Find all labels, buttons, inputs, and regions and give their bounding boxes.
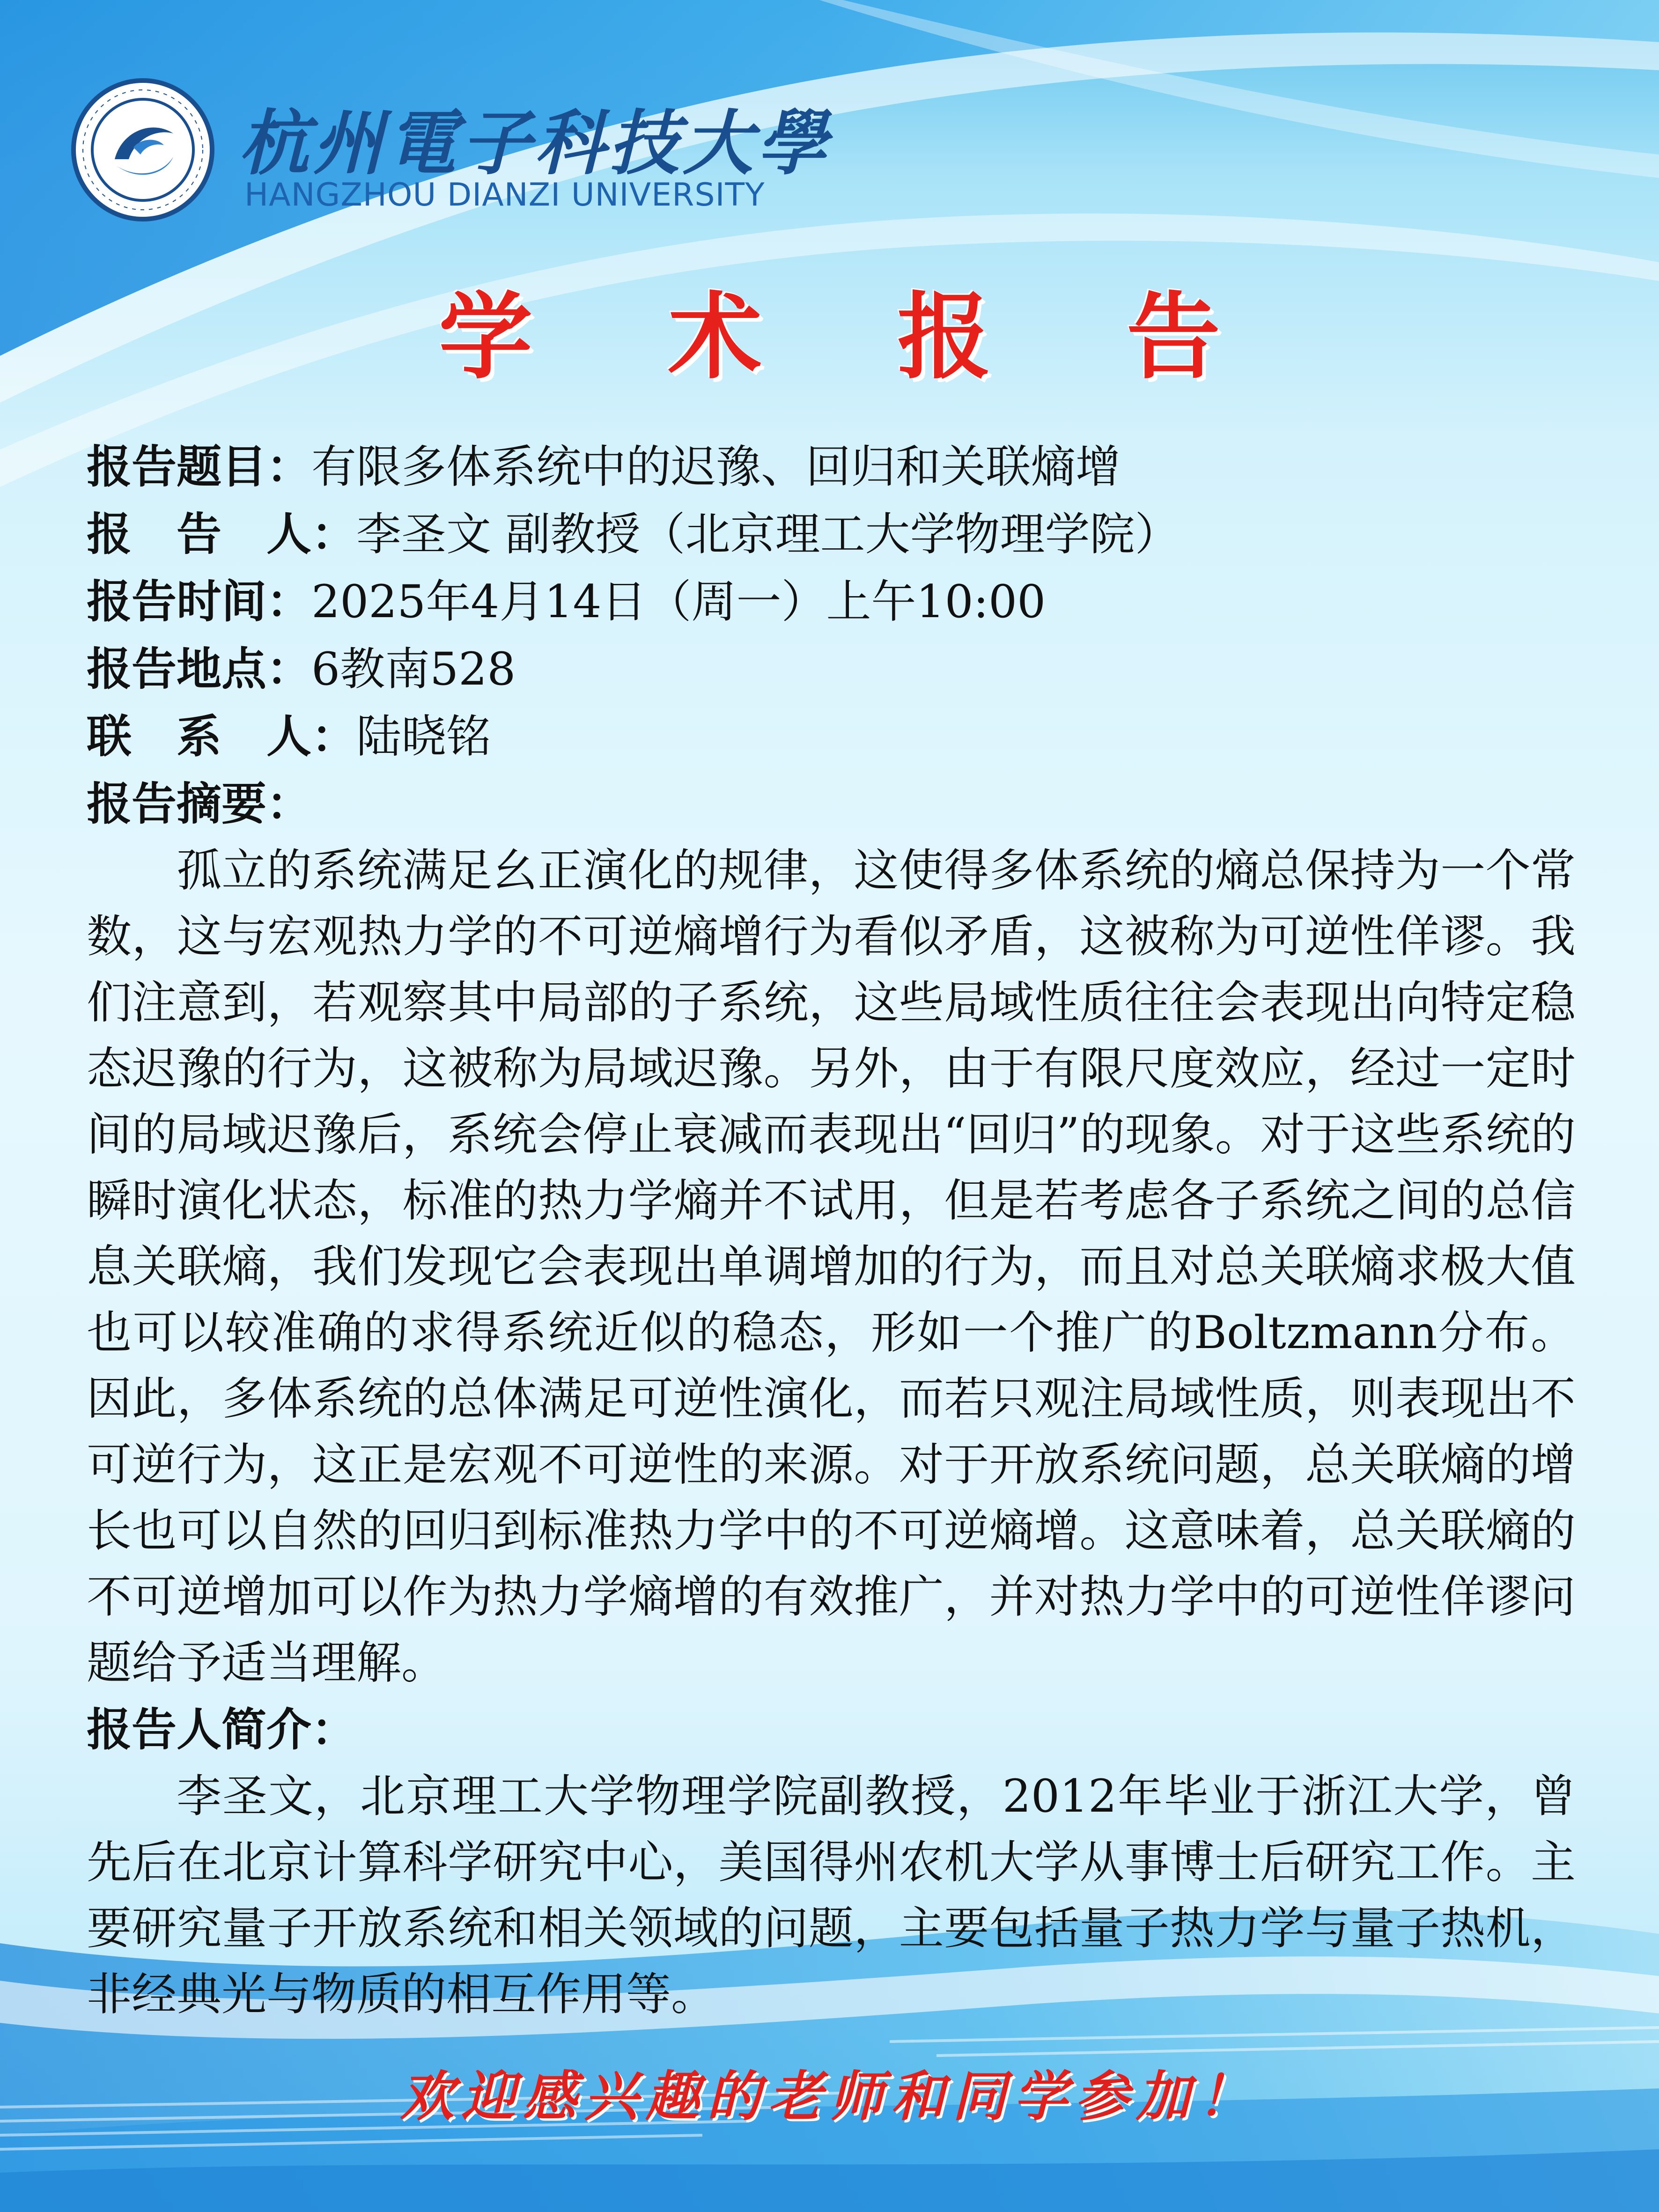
abstract-heading: 报告摘要： xyxy=(87,778,311,830)
info-row-contact xyxy=(87,703,1576,770)
university-header xyxy=(70,77,831,232)
info-label: 报告题目： xyxy=(87,441,311,493)
info-label: 报 告 人： xyxy=(87,508,356,560)
info-value: 6教南528 xyxy=(311,643,516,695)
info-label: 联 系 人： xyxy=(87,710,356,763)
info-value: 陆晓铭 xyxy=(356,710,491,763)
bio-heading: 报告人简介： xyxy=(87,1703,356,1756)
abstract-text: 孤立的系统满足幺正演化的规律，这使得多体系统的熵总保持为一个常数，这与宏观热力学的不可逆熵增行为看似矛盾，这被称为可逆性佯谬。我们注意到，若观察其中局部的子系统，这些局域性质往往会表现出向特定稳态迟豫的行为，这被称为局域迟豫。另外，由于有限尺度效应，经过一定时间的局域迟豫后，系统会停止衰减而表现出“回归”的现象。对于这些系统的瞬时演化状态，标准的热力学熵并不试用，但是若考虑各子系统之间的总信息关联熵，我们发现它会表现出单调增加的行为，而且对总关联熵求极大值也可以较准确的求得系统近似的稳态，形如一个推广的Boltzmann分布。因此，多体系统的总体满足可逆性演化，而若只观注局域性质，则表现出不可逆行为，这正是宏观不可逆性的来源。对于开放系统问题，总关联熵的增长也可以自然的回归到标准热力学中的不可逆熵增。这意味着，总关联熵的不可逆增加可以作为热力学熵增的有效推广，并对热力学中的可逆性佯谬问题给予适当理解。 xyxy=(87,844,1576,1689)
university-seal-icon xyxy=(70,77,215,222)
info-row-time xyxy=(87,568,1576,635)
report-content xyxy=(87,433,1576,2028)
info-label: 报告地点： xyxy=(87,643,311,695)
info-row-speaker xyxy=(87,501,1576,568)
university-name-en: HANGZHOU DIANZI UNIVERSITY xyxy=(244,177,765,214)
info-row-topic xyxy=(87,433,1576,501)
info-value: 有限多体系统中的迟豫、回归和关联熵增 xyxy=(311,441,1121,493)
info-row-location xyxy=(87,635,1576,703)
info-value: 李圣文 副教授（北京理工大学物理学院） xyxy=(356,508,1180,560)
info-value: 2025年4月14日（周一）上午10:00 xyxy=(311,575,1046,628)
page-title: 学 术 报 告 xyxy=(439,283,1272,392)
bio-text: 李圣文，北京理工大学物理学院副教授，2012年毕业于浙江大学，曾先后在北京计算科学研究中心，美国得州农机大学从事博士后研究工作。主要研究量子开放系统和相关领域的问题，主要包括量子热力学与量子热机，非经典光与物质的相互作用等。 xyxy=(87,1770,1576,2020)
university-name-cn: 杭州電子科技大學 xyxy=(239,102,831,184)
info-label: 报告时间： xyxy=(87,575,311,628)
closing-invitation: 欢迎感兴趣的老师和同学参加！ xyxy=(400,2065,1259,2128)
